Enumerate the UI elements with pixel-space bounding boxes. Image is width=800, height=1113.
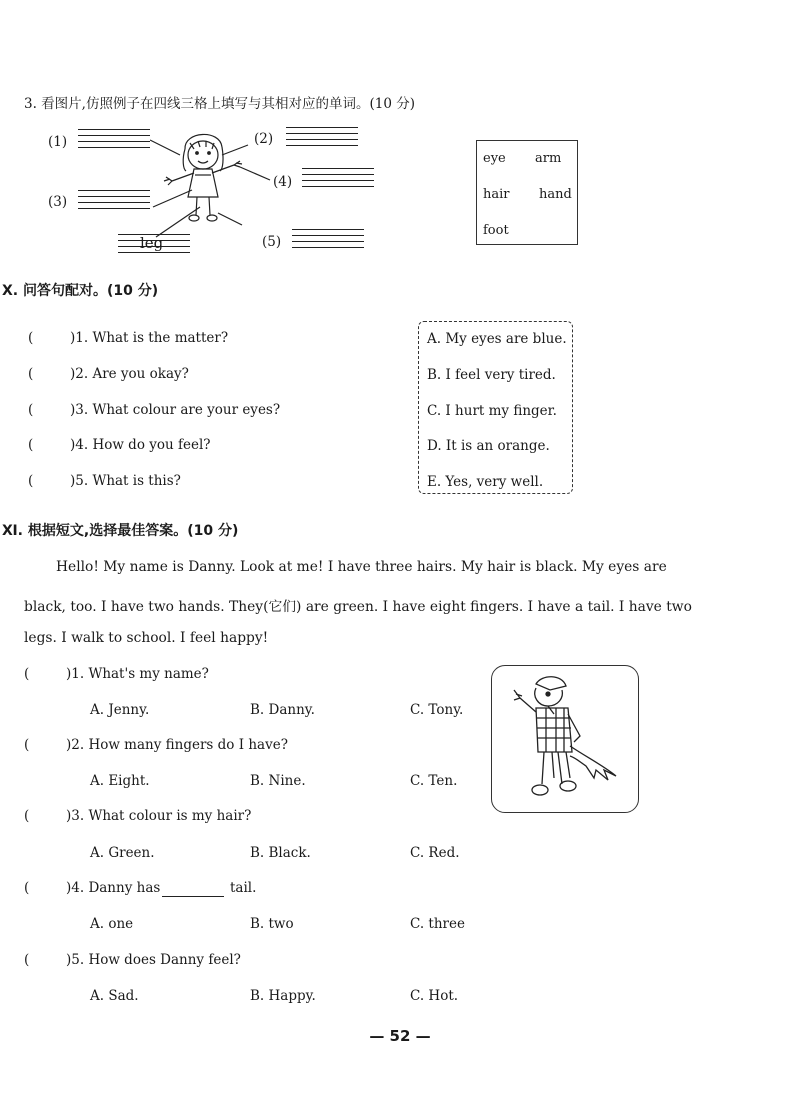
option-a: A. Jenny. <box>90 702 150 718</box>
match-question-2: )2. Are you okay? <box>70 366 189 382</box>
answer-e: E. Yes, very well. <box>427 474 544 490</box>
match-question-4: )4. How do you feel? <box>70 437 211 453</box>
reading-question-5: )5. How does Danny feel? <box>66 952 241 968</box>
section10-title: Ⅹ. 问答句配对。(10 分) <box>2 283 159 299</box>
option-a: A. Green. <box>90 845 155 861</box>
option-a: A. Sad. <box>90 988 139 1004</box>
reading-question-2: )2. How many fingers do I have? <box>66 737 288 753</box>
label-5: (5) <box>262 234 282 250</box>
match-question-1: )1. What is the matter? <box>70 330 229 346</box>
word-bank-item: eye <box>483 151 506 166</box>
option-c: C. Ten. <box>410 773 458 789</box>
example-word: leg <box>140 234 164 252</box>
writing-lines-4[interactable] <box>302 168 374 186</box>
word-bank-item: arm <box>535 151 562 166</box>
answer-b: B. I feel very tired. <box>427 367 556 383</box>
writing-lines-3[interactable] <box>78 190 150 208</box>
answer-d: D. It is an orange. <box>427 438 550 454</box>
option-a: A. one <box>90 916 134 932</box>
reading-question-4: )4. Danny has <box>66 880 161 896</box>
section3-title: 3. 看图片,仿照例子在四线三格上填写与其相对应的单词。(10 分) <box>24 96 415 112</box>
answer-box <box>418 321 573 494</box>
writing-lines-2[interactable] <box>286 127 358 145</box>
reading-question-3: )3. What colour is my hair? <box>66 808 252 824</box>
label-3: (3) <box>48 194 68 210</box>
option-b: B. Nine. <box>250 773 306 789</box>
danny-picture <box>491 665 639 813</box>
option-c: C. Tony. <box>410 702 464 718</box>
girl-figure-icon <box>150 125 293 240</box>
word-bank-item: hand <box>539 187 572 202</box>
option-b: B. Black. <box>250 845 311 861</box>
option-c: C. Hot. <box>410 988 459 1004</box>
label-4: (4) <box>273 174 293 190</box>
writing-lines-5[interactable] <box>292 229 364 247</box>
label-2: (2) <box>254 131 274 147</box>
match-question-3: )3. What colour are your eyes? <box>70 402 281 418</box>
label-1: (1) <box>48 134 68 150</box>
section11-title: Ⅺ. 根据短文,选择最佳答案。(10 分) <box>2 523 239 539</box>
option-b: B. Happy. <box>250 988 316 1004</box>
reading-question-1: )1. What's my name? <box>66 666 209 682</box>
option-b: B. Danny. <box>250 702 315 718</box>
word-bank-box <box>476 140 578 245</box>
option-c: C. Red. <box>410 845 460 861</box>
word-bank-item: hair <box>483 187 510 202</box>
page-number: — 52 — <box>369 1027 431 1045</box>
option-b: B. two <box>250 916 294 932</box>
passage-line-1: Hello! My name is Danny. Look at me! I have three hairs. My hair is black. My eyes are <box>56 559 667 575</box>
option-a: A. Eight. <box>90 773 150 789</box>
answer-c: C. I hurt my finger. <box>427 403 557 419</box>
reading-question-4-tail: tail. <box>230 880 257 896</box>
dinosaur-icon <box>492 666 638 812</box>
answer-a: A. My eyes are blue. <box>427 331 567 347</box>
option-c: C. three <box>410 916 465 932</box>
word-bank-item: foot <box>483 223 509 238</box>
passage-line-2: black, too. I have two hands. They(它们) are green. I have eight fingers. I have a tail. I have two <box>24 599 692 615</box>
match-question-5: )5. What is this? <box>70 473 181 489</box>
passage-line-3: legs. I walk to school. I feel happy! <box>24 630 269 646</box>
writing-lines-1[interactable] <box>78 129 150 147</box>
blank-line[interactable] <box>162 896 224 897</box>
